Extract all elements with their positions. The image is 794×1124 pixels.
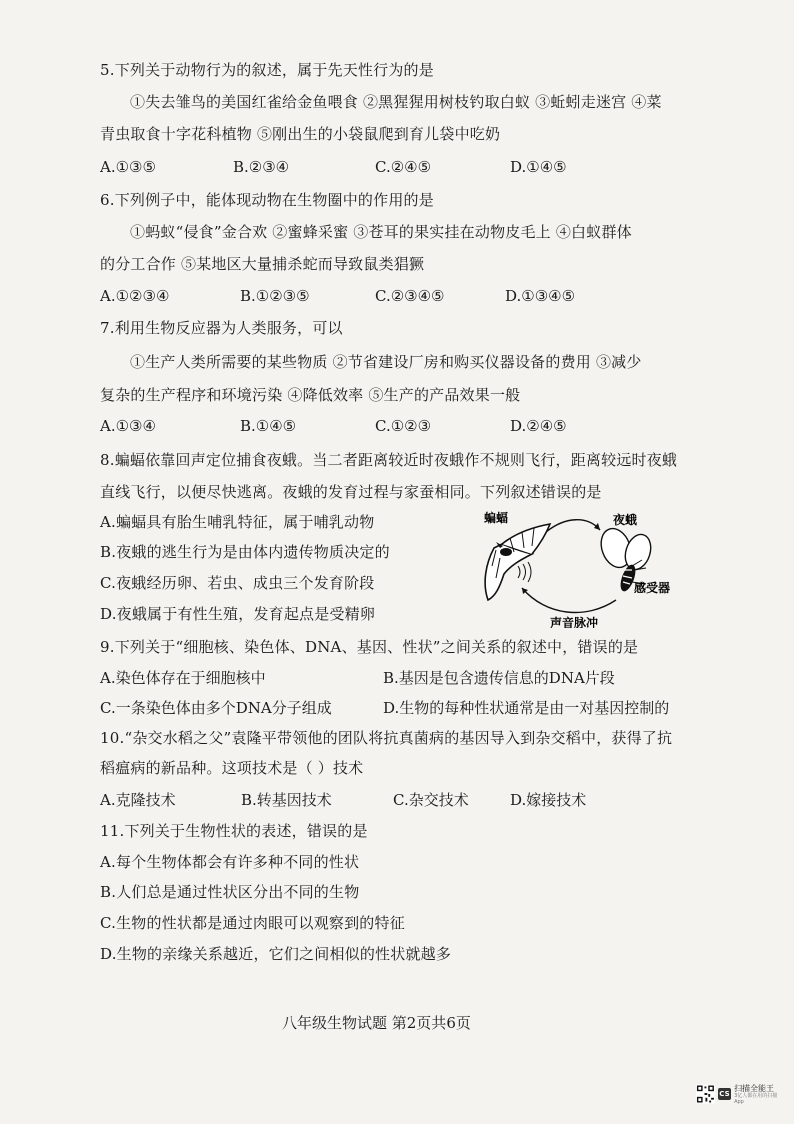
- q11-option-a: A.每个生物体都会有许多种不同的性状: [100, 853, 360, 871]
- q7-stem: 7.利用生物反应器为人类服务，可以: [100, 319, 343, 337]
- q8-option-d: D.夜蛾属于有性生殖，发育起点是受精卵: [100, 605, 376, 623]
- scanner-brand: 扫描全能王: [734, 1083, 775, 1093]
- q10-option-d: D.嫁接技术: [510, 791, 587, 809]
- scanner-badge: [696, 1082, 784, 1106]
- q11-option-b: B.人们总是通过性状区分出不同的生物: [100, 883, 360, 901]
- q6-statement-line1: ①蚂蚁“侵食”金合欢 ②蜜蜂采蜜 ③苍耳的果实挂在动物皮毛上 ④白蚁群体: [130, 223, 632, 241]
- sound-pulse-label: 声音脉冲: [550, 616, 599, 628]
- q5-option-a: A.①③⑤: [100, 158, 156, 176]
- scanner-logo: CS: [719, 1090, 730, 1098]
- q6-option-a: A.①②③④: [100, 287, 170, 305]
- q5-option-c: C.②④⑤: [375, 158, 432, 176]
- q8-stem-line1: 8.蝙蝠依靠回声定位捕食夜蛾。当二者距离较近时夜蛾作不规则飞行，距离较远时夜蛾: [100, 451, 678, 469]
- q11-option-c: C.生物的性状都是通过肉眼可以观察到的特征: [100, 914, 405, 932]
- q10-stem-line1: 10.“杂交水稻之父”袁隆平带领他的团队将抗真菌病的基因导入到杂交稻中，获得了抗: [100, 729, 673, 747]
- q7-statement-line1: ①生产人类所需要的某些物质 ②节省建设厂房和购买仪器设备的费用 ③减少: [130, 353, 642, 371]
- q10-stem-line2: 稻瘟病的新品种。这项技术是（ ）技术: [100, 759, 364, 777]
- q6-option-d: D.①③④⑤: [505, 287, 576, 305]
- q7-option-c: C.①②③: [375, 417, 432, 435]
- q9-option-d: D.生物的每种性状通常是由一对基因控制的: [383, 699, 670, 717]
- bat-moth-figure: [466, 508, 676, 628]
- q6-statement-line2: 的分工合作 ⑤某地区大量捕杀蛇而导致鼠类猖獗: [100, 255, 425, 273]
- bat-icon: [485, 524, 550, 600]
- q8-stem-line2: 直线飞行，以便尽快逃离。夜蛾的发育过程与家蚕相同。下列叙述错误的是: [100, 483, 602, 501]
- page-footer: 八年级生物试题 第2页共6页: [282, 1014, 471, 1032]
- q5-stem: 5.下列关于动物行为的叙述，属于先天性行为的是: [100, 61, 434, 79]
- bat-moth-illustration: [466, 508, 676, 628]
- q8-option-a: A.蝙蝠具有胎生哺乳特征，属于哺乳动物: [100, 513, 375, 531]
- q11-option-d: D.生物的亲缘关系越近，它们之间相似的性状就越多: [100, 945, 452, 963]
- q7-option-d: D.②④⑤: [510, 417, 567, 435]
- q8-option-b: B.夜蛾的逃生行为是由体内遗传物质决定的: [100, 543, 390, 561]
- q7-statement-line2: 复杂的生产程序和环境污染 ④降低效率 ⑤生产的产品效果一般: [100, 386, 521, 404]
- sensor-label: 感受器: [634, 581, 671, 595]
- q11-stem: 11.下列关于生物性状的表述，错误的是: [100, 822, 368, 840]
- q9-option-c: C.一条染色体由多个DNA分子组成: [100, 699, 332, 717]
- q9-option-a: A.染色体存在于细胞核中: [100, 669, 266, 687]
- q10-option-c: C.杂交技术: [393, 791, 469, 809]
- scanner-tagline: 3亿人都在用的扫描App: [734, 1092, 778, 1105]
- q6-stem: 6.下列例子中，能体现动物在生物圈中的作用的是: [100, 191, 434, 209]
- q6-option-c: C.②③④⑤: [375, 287, 445, 305]
- q5-statement-line1: ①失去雏鸟的美国红雀给金鱼喂食 ②黑猩猩用树枝钓取白蚁 ③蚯蚓走迷宫 ④菜: [130, 93, 662, 111]
- q10-option-b: B.转基因技术: [241, 791, 332, 809]
- q10-option-a: A.克隆技术: [100, 791, 176, 809]
- qr-code-icon: [696, 1084, 715, 1104]
- q5-option-d: D.①④⑤: [510, 158, 567, 176]
- q9-option-b: B.基因是包含遗传信息的DNA片段: [383, 669, 615, 687]
- q9-stem: 9.下列关于“细胞核、染色体、DNA、基因、性状”之间关系的叙述中，错误的是: [100, 638, 639, 656]
- q6-option-b: B.①②③⑤: [240, 287, 310, 305]
- q7-option-a: A.①③④: [100, 417, 156, 435]
- q5-statement-line2: 青虫取食十字花科植物 ⑤刚出生的小袋鼠爬到育儿袋中吃奶: [100, 125, 501, 143]
- bat-label: 蝙蝠: [484, 511, 509, 525]
- q8-option-c: C.夜蛾经历卵、若虫、成虫三个发育阶段: [100, 574, 375, 592]
- scanner-text: [734, 1084, 784, 1105]
- q7-option-b: B.①④⑤: [240, 417, 297, 435]
- moth-label: 夜蛾: [613, 513, 638, 527]
- q5-option-b: B.②③④: [233, 158, 290, 176]
